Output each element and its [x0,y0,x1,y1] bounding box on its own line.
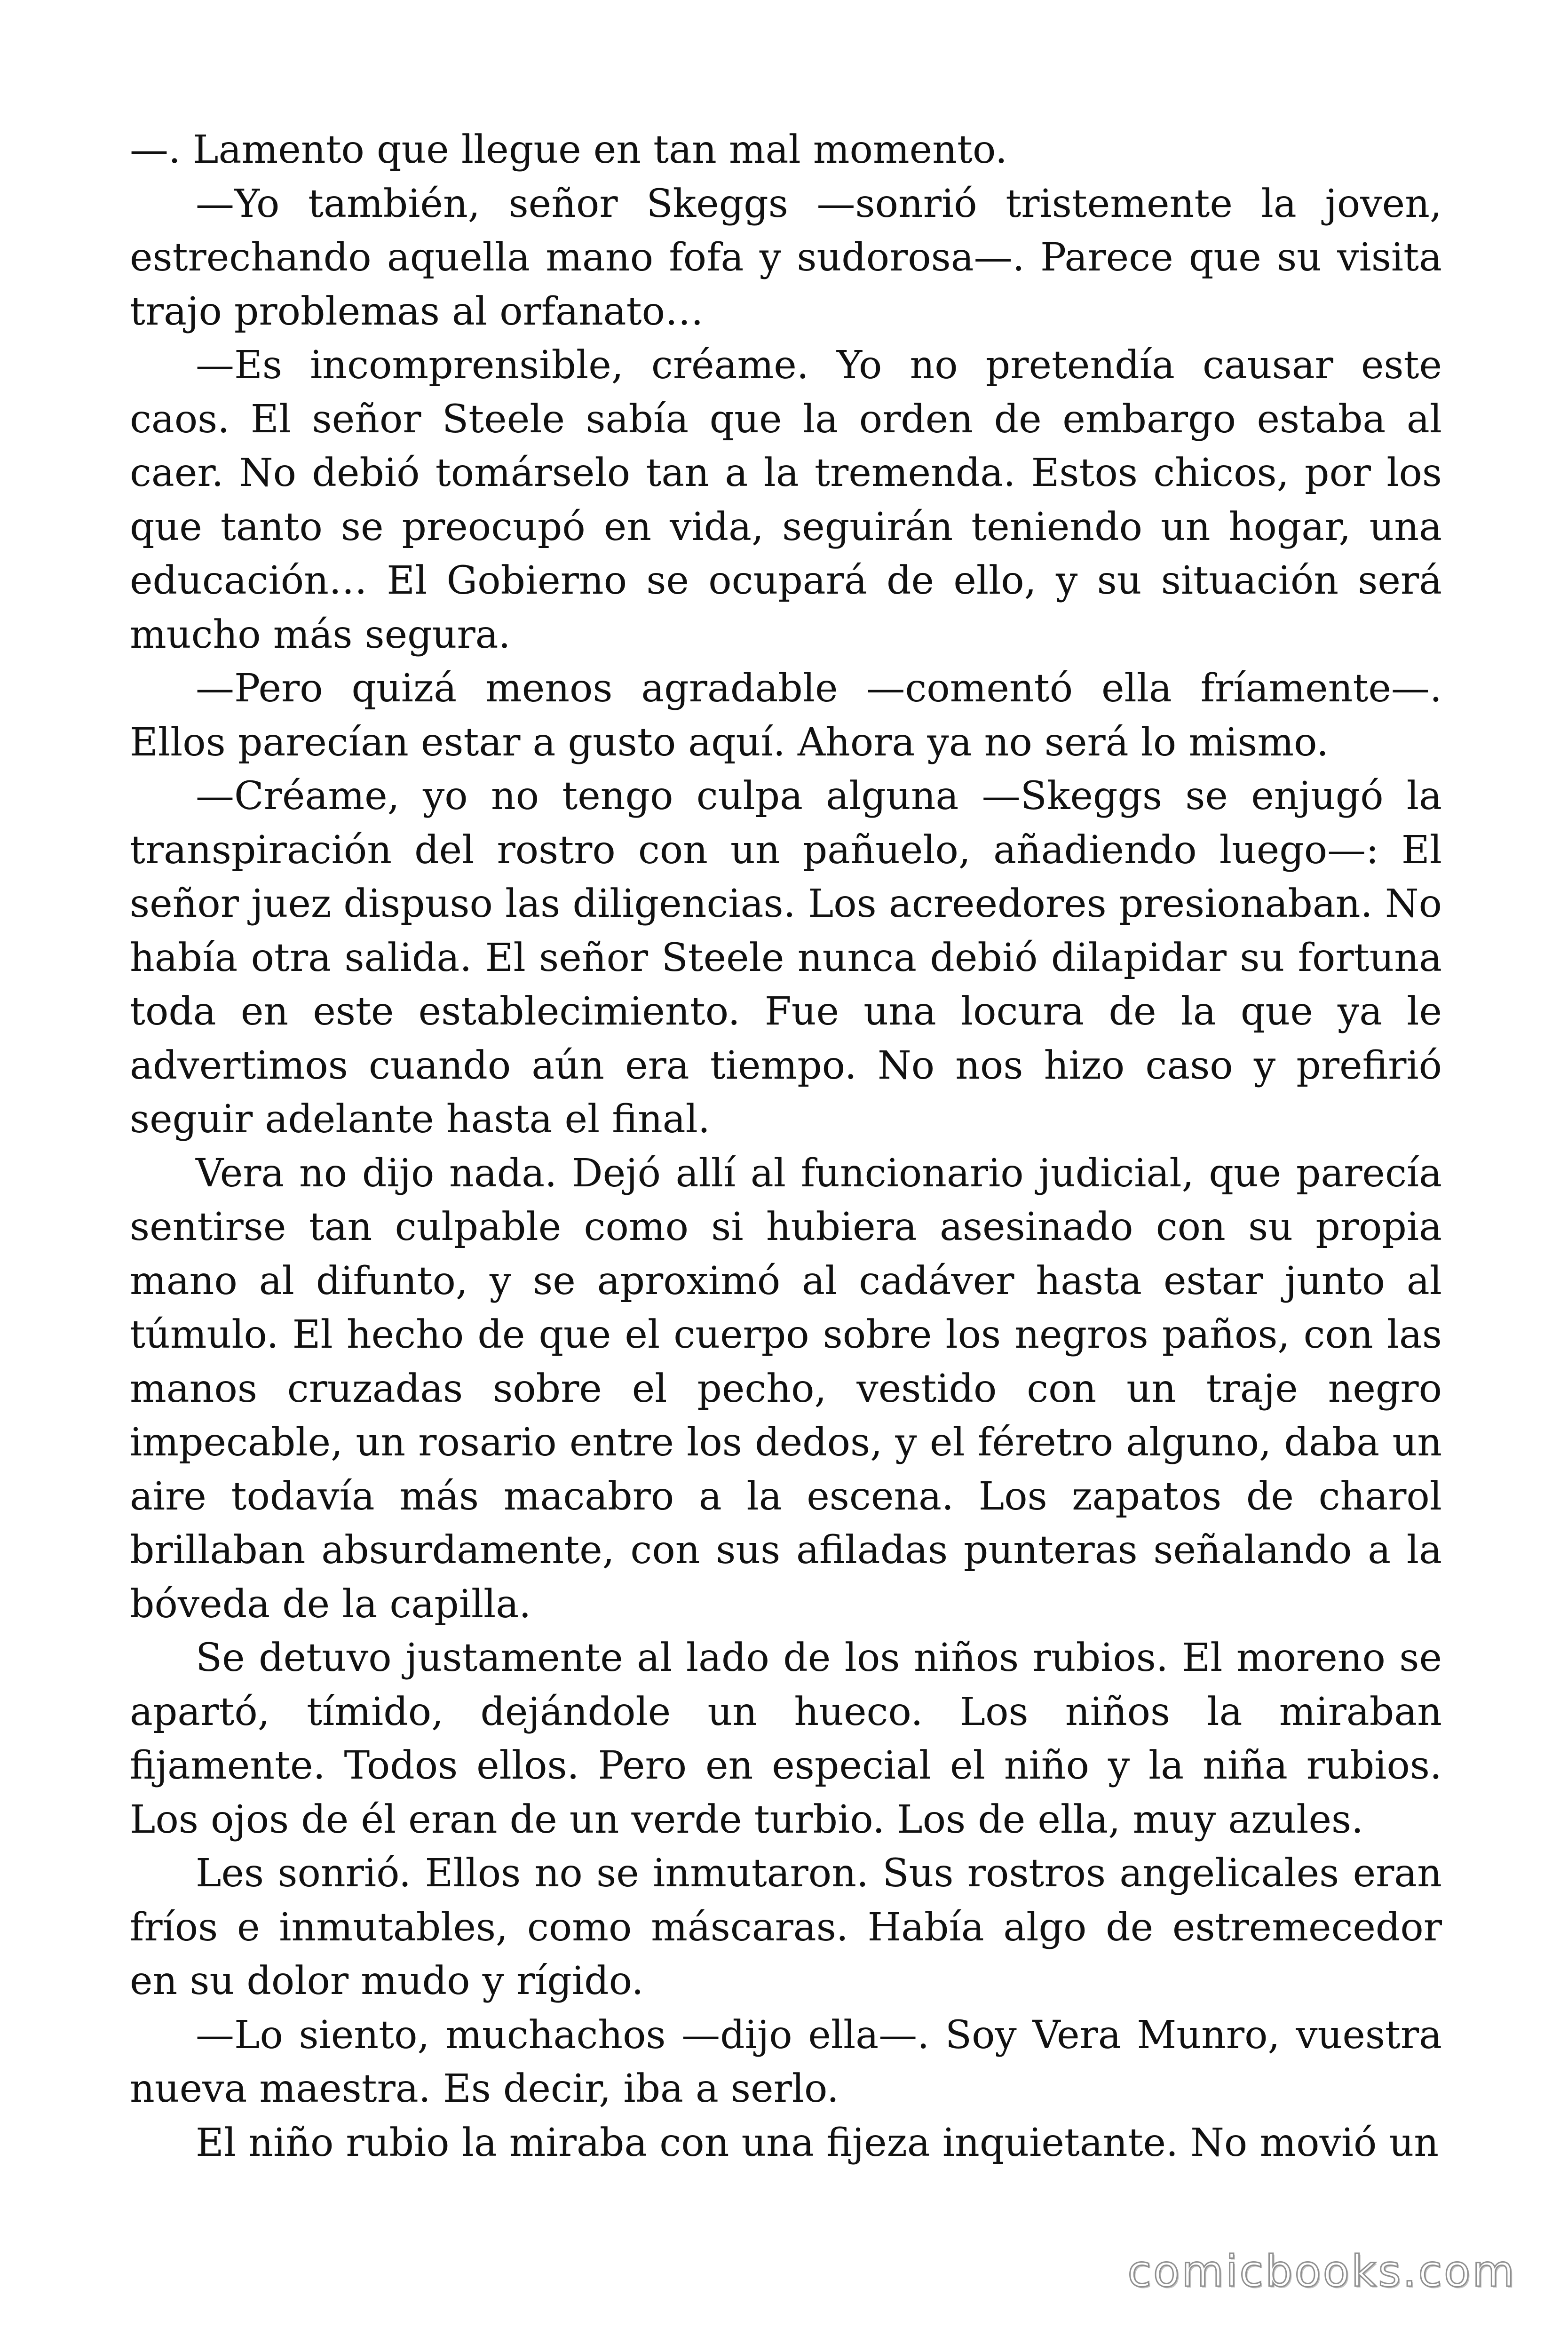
paragraph: —Yo también, señor Skeggs —sonrió tristemente la joven, estrechando aquella mano fofa y sudorosa—. Parece que su visita trajo problemas al orfanato… [130,181,1442,334]
paragraph-continuation: —. Lamento que llegue en tan mal momento. [130,127,1007,172]
paragraph: Les sonrió. Ellos no se inmutaron. Sus rostros angelicales eran fríos e inmutables, como máscaras. Había algo de estremecedor en su dolor mudo y rígido. [130,1851,1442,2003]
body-text [130,123,1442,2170]
paragraph: El niño rubio la miraba con una fijeza inquietante. No movió un [196,2120,1439,2165]
paragraph: —Lo siento, muchachos —dijo ella—. Soy Vera Munro, vuestra nueva maestra. Es decir, iba a serlo. [130,2012,1442,2111]
paragraph: —Es incomprensible, créame. Yo no pretendía causar este caos. El señor Steele sabía que la orden de embargo estaba al caer. No debió tomárselo tan a la tremenda. Estos chicos, por los que tanto se preocupó en vida, seguirán teniendo un hogar, una educación… El Gobierno se ocupará de ello, y su situación será mucho más segura. [130,343,1442,657]
paragraph: Se detuvo justamente al lado de los niños rubios. El moreno se apartó, tímido, dejándole un hueco. Los niños la miraban fijamente. Todos ellos. Pero en especial el niño y la niña rubios. Los ojos de él eran de un verde turbio. Los de ella, muy azules. [130,1636,1442,1842]
paragraph: —Créame, yo no tengo culpa alguna —Skeggs se enjugó la transpiración del rostro con un pañuelo, añadiendo luego—: El señor juez dispuso las diligencias. Los acreedores presionaban. No había otra salida. El señor Steele nunca debió dilapidar su fortuna toda en este establecimiento. Fue una locura de la que ya le advertimos cuando aún era tiempo. No nos hizo caso y prefirió seguir adelante hasta el final. [130,774,1442,1142]
paragraph: —Pero quizá menos agradable —comentó ella fríamente—. Ellos parecían estar a gusto aquí. Ahora ya no será lo mismo. [130,666,1442,765]
paragraph: Vera no dijo nada. Dejó allí al funcionario judicial, que parecía sentirse tan culpable como si hubiera asesinado con su propia mano al difunto, y se aproximó al cadáver hasta estar junto al túmulo. El hecho de que el cuerpo sobre los negros paños, con las manos cruzadas sobre el pecho, vestido con un traje negro impecable, un rosario entre los dedos, y el féretro alguno, daba un aire todavía más macabro a la escena. Los zapatos de charol brillaban absurdamente, con sus afiladas punteras señalando a la bóveda de la capilla. [130,1151,1442,1627]
watermark: comicbooks.com [1127,2246,1516,2296]
